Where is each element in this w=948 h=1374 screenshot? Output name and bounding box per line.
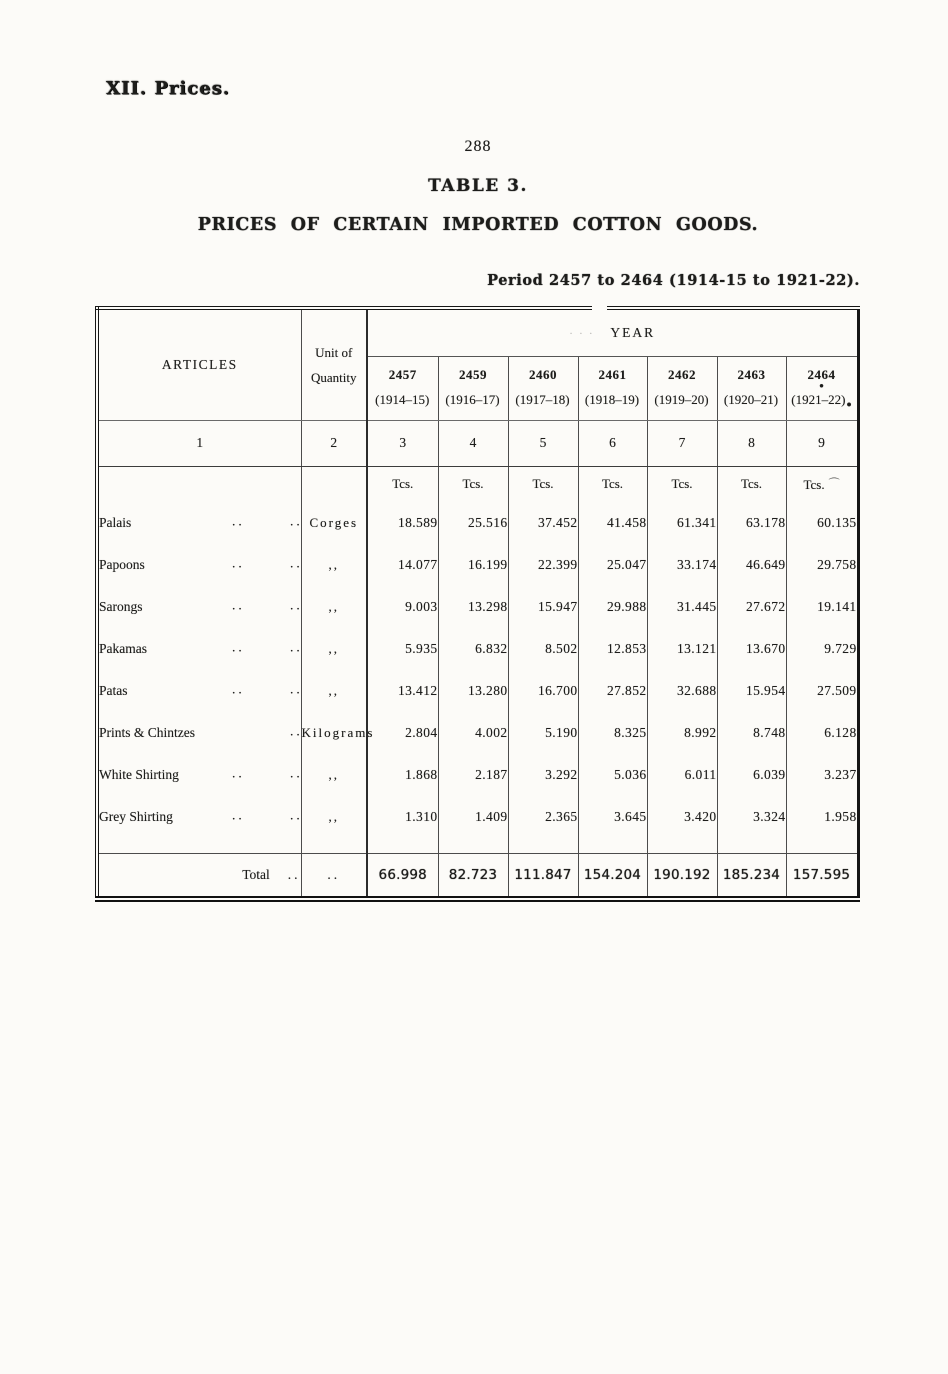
print-artifact xyxy=(509,383,578,389)
total-row xyxy=(97,853,858,899)
header-row-top xyxy=(97,308,858,356)
value-cell: 2.804 xyxy=(367,712,438,754)
total-value-cell: 111.847 xyxy=(508,853,578,899)
year-group-label: YEAR xyxy=(610,324,656,340)
currency-cell: Tcs. xyxy=(508,466,578,502)
currency-row-group xyxy=(97,466,858,502)
spacer-row xyxy=(97,838,858,853)
print-artifact xyxy=(368,383,438,389)
value-cell: 22.399 xyxy=(508,544,578,586)
period-note: Period 2457 to 2464 (1914-15 to 1921-22). xyxy=(487,272,860,289)
value-cell: 15.954 xyxy=(717,670,786,712)
article-name: Papoons xyxy=(99,557,145,572)
col-number: 7 xyxy=(647,420,717,466)
value-cell: 19.141 xyxy=(817,599,857,614)
value-cell: 27.672 xyxy=(717,586,786,628)
total-unit-cell: .. xyxy=(301,853,367,899)
value-cell: 15.947 xyxy=(508,586,578,628)
total-value-cell: 66.998 xyxy=(367,853,438,899)
article-cell xyxy=(97,628,301,670)
value-cell: 3.645 xyxy=(578,796,647,838)
table-row xyxy=(97,586,858,628)
value-cell: 46.649 xyxy=(717,544,786,586)
value-cell: 2.187 xyxy=(438,754,508,796)
article-cell xyxy=(97,712,301,754)
value-cell: 4.002 xyxy=(438,712,508,754)
table-row xyxy=(97,796,858,838)
year-col-header xyxy=(578,356,647,420)
article-cell xyxy=(97,670,301,712)
value-cell: 8.325 xyxy=(578,712,647,754)
dot-leader: .. xyxy=(232,765,245,781)
article-name: Sarongs xyxy=(99,599,143,614)
value-cell: 9.729 xyxy=(824,641,857,656)
dot-leader: .. xyxy=(232,513,245,529)
section-label: XII. Prices. xyxy=(106,78,231,99)
value-cell: 6.832 xyxy=(438,628,508,670)
year-buddhist: 2464 xyxy=(807,367,836,382)
col-number: 4 xyxy=(438,420,508,466)
currency-cell: Tcs. xyxy=(367,466,438,502)
year-buddhist: 2462 xyxy=(668,367,696,382)
value-cell: 2.365 xyxy=(508,796,578,838)
year-buddhist: 2457 xyxy=(388,367,417,382)
prices-table xyxy=(95,306,860,902)
value-cell: 5.935 xyxy=(367,628,438,670)
print-artifact: · · · xyxy=(569,328,595,340)
value-cell: 29.988 xyxy=(578,586,647,628)
value-cell: 13.121 xyxy=(647,628,717,670)
print-artifact: ⌒ xyxy=(828,478,840,491)
article-cell xyxy=(97,544,301,586)
value-cell: 5.036 xyxy=(578,754,647,796)
print-artifact xyxy=(439,383,508,389)
year-gregorian: (1920–21) xyxy=(723,392,779,407)
value-cell: 6.128 xyxy=(824,725,857,740)
year-col-header xyxy=(508,356,578,420)
value-cell: 1.409 xyxy=(438,796,508,838)
year-gregorian: (1919–20) xyxy=(654,392,709,407)
currency-row xyxy=(97,466,858,502)
value-cell: 14.077 xyxy=(367,544,438,586)
year-gregorian: (1917–18) xyxy=(515,392,570,407)
value-cell: 1.868 xyxy=(367,754,438,796)
value-cell: 25.047 xyxy=(578,544,647,586)
year-col-header xyxy=(647,356,717,420)
value-cell: 27.852 xyxy=(578,670,647,712)
value-cell: 8.992 xyxy=(647,712,717,754)
article-name: Grey Shirting xyxy=(99,809,173,824)
articles-header: ARTICLES xyxy=(97,308,301,420)
print-artifact xyxy=(718,383,786,389)
value-cell: 61.341 xyxy=(647,502,717,544)
page-title: PRICES OF CERTAIN IMPORTED COTTON GOODS. xyxy=(197,215,759,235)
print-artifact xyxy=(648,383,717,389)
page-number: 288 xyxy=(464,138,492,155)
empty-cell xyxy=(301,466,367,502)
value-cell: 13.412 xyxy=(367,670,438,712)
article-cell xyxy=(97,502,301,544)
year-gregorian: (1916–17) xyxy=(445,392,500,407)
value-cell: 13.298 xyxy=(438,586,508,628)
value-cell: 63.178 xyxy=(717,502,786,544)
col-number: 6 xyxy=(578,420,647,466)
unit-header-line2: Quantity xyxy=(311,369,357,385)
table-row xyxy=(97,712,858,754)
col-number: 5 xyxy=(508,420,578,466)
value-cell: 16.199 xyxy=(438,544,508,586)
table-body xyxy=(97,502,858,838)
value-cell: 6.039 xyxy=(717,754,786,796)
col-number: 2 xyxy=(301,420,367,466)
total-value-cell: 185.234 xyxy=(717,853,786,899)
article-cell xyxy=(97,796,301,838)
value-cell: 32.688 xyxy=(647,670,717,712)
year-buddhist: 2460 xyxy=(529,367,557,382)
article-name: Prints & Chintzes xyxy=(99,725,196,740)
unit-header xyxy=(301,308,367,420)
value-cell: 41.458 xyxy=(578,502,647,544)
header-row-colnums xyxy=(97,420,858,466)
article-name: Palais xyxy=(99,515,132,530)
total-label: Total xyxy=(242,866,270,882)
value-cell: 8.748 xyxy=(717,712,786,754)
year-group-header xyxy=(367,308,858,356)
value-cell: 25.516 xyxy=(438,502,508,544)
total-value-cell: 157.595 xyxy=(792,866,851,883)
value-cell: 5.190 xyxy=(508,712,578,754)
dot-leader: .. xyxy=(232,681,245,697)
dot-leader: .. xyxy=(290,597,303,613)
value-cell: 3.324 xyxy=(717,796,786,838)
value-cell: 16.700 xyxy=(508,670,578,712)
dot-leader: .. xyxy=(290,807,303,823)
total-label-cell xyxy=(97,853,301,899)
total-value-cell: 82.723 xyxy=(438,853,508,899)
year-gregorian: (1918–19) xyxy=(584,392,640,407)
total-value-cell: 190.192 xyxy=(647,853,717,899)
value-cell: 6.011 xyxy=(647,754,717,796)
value-cell: 60.135 xyxy=(817,515,857,530)
empty-cell xyxy=(97,466,301,502)
year-col-header xyxy=(367,356,438,420)
unit-header-line1: Unit of xyxy=(315,344,353,360)
unit-cell: Corges xyxy=(301,502,367,544)
dot-leader: .. xyxy=(290,555,303,571)
dot-leader: .. xyxy=(232,555,245,571)
dot-leader: .. xyxy=(232,597,245,613)
value-cell: 9.003 xyxy=(367,586,438,628)
dot-leader: .. xyxy=(290,639,303,655)
value-cell: 1.310 xyxy=(367,796,438,838)
article-name: Patas xyxy=(99,683,128,698)
total-value-cell: 154.204 xyxy=(578,853,647,899)
print-artifact xyxy=(579,383,647,389)
border-gap-artifact xyxy=(592,305,607,311)
currency-cell: Tcs. xyxy=(647,466,717,502)
value-cell: 27.509 xyxy=(817,683,857,698)
table-row xyxy=(97,502,858,544)
year-buddhist: 2459 xyxy=(459,367,487,382)
value-cell: 3.292 xyxy=(508,754,578,796)
currency-cell: Tcs. xyxy=(717,466,786,502)
dot-leader: .. xyxy=(290,723,303,739)
unit-cell: ,, xyxy=(301,544,367,586)
unit-cell: ,, xyxy=(301,796,367,838)
dot-leader: .. xyxy=(232,807,245,823)
year-col-header xyxy=(438,356,508,420)
value-cell: 33.174 xyxy=(647,544,717,586)
currency-cell: Tcs. xyxy=(438,466,508,502)
year-col-header xyxy=(786,356,858,420)
unit-cell: Kilograms xyxy=(301,712,367,754)
value-cell: 13.670 xyxy=(717,628,786,670)
value-cell: 12.853 xyxy=(578,628,647,670)
value-cell: 29.758 xyxy=(817,557,857,572)
table-label: TABLE 3. xyxy=(428,176,528,196)
dot-leader: .. xyxy=(290,765,303,781)
article-cell xyxy=(97,754,301,796)
value-cell: 13.280 xyxy=(438,670,508,712)
col-number: 3 xyxy=(367,420,438,466)
table-head xyxy=(97,308,858,466)
year-gregorian: (1914–15) xyxy=(375,392,430,407)
year-col-header xyxy=(717,356,786,420)
currency-cell: Tcs. ⌒ xyxy=(803,477,840,493)
article-name: White Shirting xyxy=(99,767,179,782)
currency-cell: Tcs. xyxy=(578,466,647,502)
dot-leader: .. xyxy=(287,866,301,882)
value-cell: 3.420 xyxy=(647,796,717,838)
table-row xyxy=(97,670,858,712)
table-foot xyxy=(97,838,858,899)
unit-cell: ,, xyxy=(301,670,367,712)
dot-leader: .. xyxy=(232,639,245,655)
dot-leader: .. xyxy=(290,681,303,697)
value-cell: 31.445 xyxy=(647,586,717,628)
value-cell: 8.502 xyxy=(508,628,578,670)
print-artifact: ● xyxy=(819,381,824,390)
value-cell: 18.589 xyxy=(367,502,438,544)
dot-leader: .. xyxy=(290,513,303,529)
article-cell xyxy=(97,586,301,628)
unit-cell: ,, xyxy=(301,754,367,796)
year-gregorian: $(1921-22)_●$ xyxy=(791,392,852,409)
value-cell: 37.452 xyxy=(508,502,578,544)
col-number: 1 xyxy=(97,420,301,466)
col-number: 9 xyxy=(786,420,858,466)
value-cell: 1.958 xyxy=(824,809,857,824)
prices-table-grid xyxy=(95,306,860,902)
table-row xyxy=(97,544,858,586)
table-row xyxy=(97,754,858,796)
table-row xyxy=(97,628,858,670)
article-name: Pakamas xyxy=(99,641,147,656)
value-cell: 3.237 xyxy=(824,767,857,782)
col-number: 8 xyxy=(717,420,786,466)
unit-cell: ,, xyxy=(301,586,367,628)
year-buddhist: 2463 xyxy=(737,367,766,382)
year-buddhist: 2461 xyxy=(598,367,627,382)
unit-cell: ,, xyxy=(301,628,367,670)
